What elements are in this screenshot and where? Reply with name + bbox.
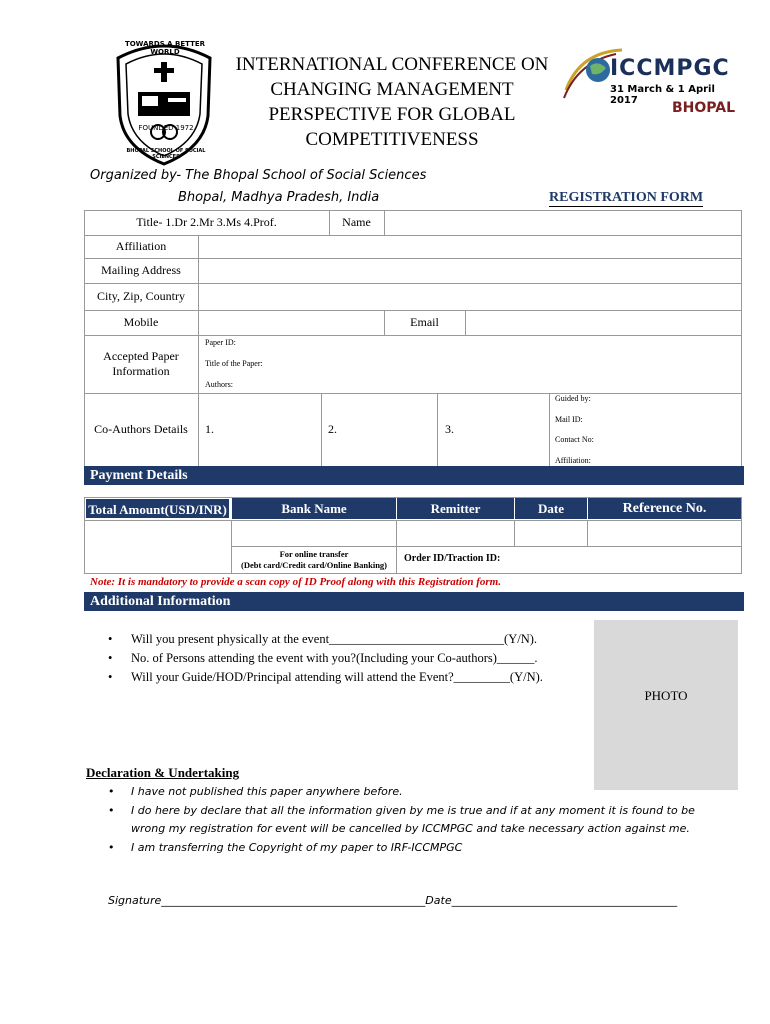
declaration-heading: Declaration & Undertaking — [86, 765, 240, 780]
additional-information-bar: Additional Information — [84, 592, 744, 611]
iccmpgc-name: ICCMPGC — [610, 56, 730, 81]
city-zip-country-label: City, Zip, Country — [97, 289, 185, 303]
declaration-list — [86, 783, 726, 857]
online-transfer-title: For online transfer — [279, 549, 349, 559]
mailing-address-label: Mailing Address — [101, 263, 181, 277]
total-amount-input[interactable] — [85, 521, 230, 573]
remitter-input[interactable] — [397, 521, 513, 545]
date-header: Date — [515, 498, 587, 519]
total-amount-header: Total Amount(USD/INR) — [85, 498, 230, 519]
paper-title-label: Title of the Paper: — [205, 359, 263, 368]
name-field-label: Name — [342, 215, 371, 229]
iccmpgc-city: BHOPAL — [672, 100, 736, 116]
title-line: COMPETITIVENESS — [305, 129, 479, 150]
title-field-label: Title- 1.Dr 2.Mr 3.Ms 4.Prof. — [136, 215, 277, 229]
payment-details-bar: Payment Details — [84, 466, 744, 485]
declaration-item: • I have not published this paper anywhere before. — [86, 783, 726, 802]
reference-no-header: Reference No. — [588, 498, 741, 519]
city-zip-country-input[interactable] — [199, 284, 741, 309]
reference-no-input[interactable] — [588, 521, 741, 545]
title-line: PERSPECTIVE FOR GLOBAL — [268, 104, 516, 125]
additional-questions — [86, 630, 586, 687]
signature-date-line[interactable]: Signature________________________________________________Date_________________________________________ — [108, 894, 678, 907]
mobile-input[interactable] — [199, 311, 383, 334]
location: Bhopal, Madhya Pradesh, India — [178, 190, 380, 205]
coauthor-2[interactable]: 2. — [328, 422, 337, 436]
remitter-header: Remitter — [397, 498, 514, 519]
coauthors-label: Co-Authors Details — [94, 422, 188, 436]
online-transfer-sub: (Debt card/Credit card/Online Banking) — [241, 560, 387, 570]
title-line: INTERNATIONAL CONFERENCE ON — [235, 54, 549, 75]
photo-box[interactable] — [594, 620, 738, 790]
online-transfer-label — [232, 549, 396, 571]
affiliation-label: Affiliation — [115, 239, 167, 253]
date-input[interactable] — [515, 521, 586, 545]
affiliation-input[interactable] — [199, 236, 741, 257]
order-id-label: Order ID/Traction ID: — [404, 553, 501, 564]
id-proof-note: Note: It is mandatory to provide a scan copy of ID Proof along with this Registration form. — [90, 576, 501, 588]
logo-founded-text: FOUNDED 1972 — [138, 124, 194, 132]
logo-top-arc-text: TOWARDS A BETTER WORLD — [124, 40, 206, 56]
iccmpgc-dates: 31 March & 1 April 2017 — [610, 84, 715, 106]
declaration-item: • I do here by declare that all the information given by me is true and if at any moment it is found to be wrong my registration for event will be cancelled by ICCMPGC and take necessary action against me. — [86, 802, 726, 839]
conference-title — [222, 52, 562, 152]
mobile-label: Mobile — [123, 315, 159, 329]
photo-label: PHOTO — [644, 688, 688, 703]
logo-bottom-arc-text: BHOPAL SCHOOL OF SOCIAL SCIENCES — [126, 148, 206, 160]
organized-by: Organized by- The Bhopal School of Social Sciences — [90, 168, 427, 183]
accepted-paper-label: Accepted Paper Information — [103, 349, 179, 378]
mail-id-label: Mail ID: — [555, 415, 583, 424]
email-input[interactable] — [466, 311, 741, 334]
contact-no-label: Contact No: — [555, 435, 594, 444]
coauthor-3[interactable]: 3. — [445, 422, 454, 436]
order-id-input[interactable] — [510, 547, 741, 573]
affiliation-small-label: Affiliation: — [555, 456, 591, 465]
guided-by-label: Guided by: — [555, 394, 591, 403]
coauthor-1[interactable]: 1. — [205, 422, 214, 436]
declaration-item: • I am transferring the Copyright of my paper to IRF-ICCMPGC — [86, 839, 726, 858]
question-present-physically[interactable]: • Will you present physically at the event____________________________(Y/N). — [86, 630, 586, 649]
bank-name-header: Bank Name — [232, 498, 396, 519]
name-input[interactable] — [385, 211, 741, 234]
authors-label: Authors: — [205, 380, 233, 389]
email-label: Email — [410, 315, 439, 329]
iccmpgc-logo — [560, 42, 736, 122]
registration-form-title: REGISTRATION FORM — [549, 190, 704, 205]
title-line: CHANGING MANAGEMENT — [270, 79, 514, 100]
question-persons-attending[interactable]: • No. of Persons attending the event with you?(Including your Co-authors)______. — [86, 649, 586, 668]
paper-id-label: Paper ID: — [205, 338, 236, 347]
mailing-address-input[interactable] — [199, 259, 741, 282]
bank-name-input[interactable] — [232, 521, 395, 545]
question-guide-attending[interactable]: • Will your Guide/HOD/Principal attending will attend the Event?_________(Y/N). — [86, 668, 586, 687]
